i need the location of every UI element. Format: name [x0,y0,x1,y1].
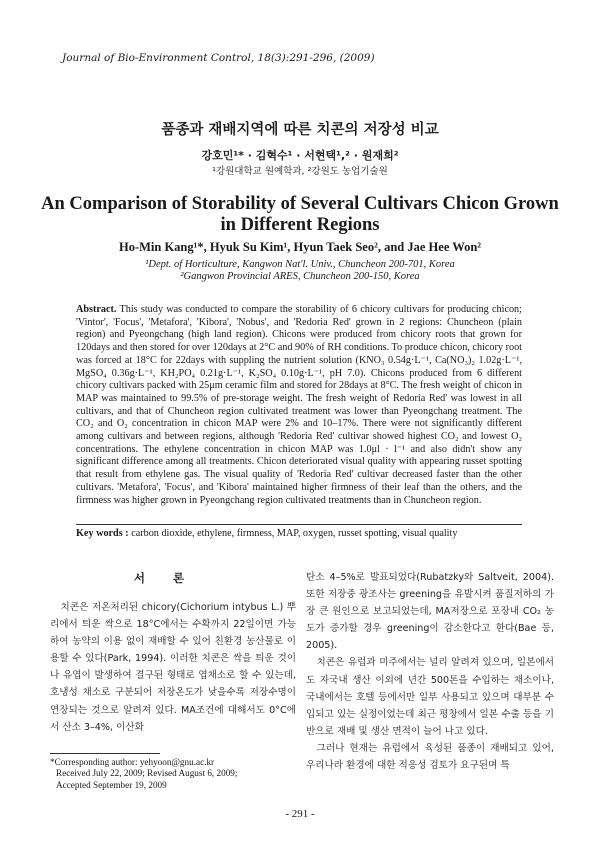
abstract-label: Abstract. [76,304,117,315]
korean-title: 품종과 재배지역에 따른 치콘의 저장성 비교 [161,122,439,138]
received-date: Received July 22, 2009; Revised August 6, 2009; [56,768,238,779]
keywords-label: Key words : [76,528,129,539]
body-paragraph: 탄소 4–5%로 발표되었다(Rubatzky와 Saltveit, 2004). 또한 저장중 광조사는 greening을 유발시켜 품질저하의 가장 큰 원인으로 보고되었는데, MA저장으로 포장내 CO₂ 농도가 증가할 경우 greening이 감소한다고 한다(Bae 등, 2005). [306,572,554,652]
english-title: An Comparison of Storability of Several Cultivars Chicon Grown in Different Regions [41,194,559,235]
page-number: - 291 - [285,808,315,820]
korean-authors: 강호민¹* · 김혁수¹ · 서현택¹,² · 원재희² [201,149,399,162]
section-heading-introduction: 서론 [133,571,213,585]
body-paragraph: 치콘은 유럽과 미주에서는 널리 알려져 있으며, 일본에서도 자국내 생산 이외에 년간 500톤을 수입하는 채소이나, 국내에서는 호텔 등에서만 일부 사용되고 있으며 대부분 수입되고 있는 실정이었는데 최근 평창에서 일본 수출 등을 기반으로 재배 및 생산 면적이 늘어 나고 있다. [306,657,554,737]
footnote [50,757,300,791]
accepted-date: Accepted September 19, 2009 [56,779,167,790]
keywords [76,528,522,539]
english-affiliation [0,259,600,283]
affiliation-1: ¹Dept. of Horticulture, Kangwon Nat'l. Univ., Chuncheon 200-701, Korea [145,259,455,270]
footnote-divider [50,753,160,754]
body-column-right [306,569,554,774]
english-authors: Ho-Min Kang¹*, Hyuk Su Kim¹, Hyun Taek Seo², and Jae Hee Won² [118,240,482,254]
corresponding-author: *Corresponding author: yehyoon@gnu.ac.kr [50,757,215,767]
keywords-divider [76,524,522,525]
journal-citation: Journal of Bio-Environment Control, 18(3):291-296, (2009) [62,52,375,64]
abstract-text: This study was conducted to compare the storability of 6 chicory cultivars for producing chicon; 'Vintor', 'Focus', 'Metafora', 'Kibora', 'Nobus', and 'Redoria Red' grown in 2 regions: Chuncheon (plain region) and Pyeongchang (high land region). Chicons were produced from chicory roots that grown for 120days and then stored for over 120days at 2°C and 90% of RH conditions. To produce chicon, chicory root was forced at 18°C for 22days with suppling the nutrient solution (KNO₃ 0.54g·L⁻¹, Ca(NO₃)₂ 1.02g·L⁻¹, MgSO₄ 0.36g·L⁻¹, KH₂PO₄ 0.21g·L⁻¹, K₂SO₄ 0.10g·L⁻¹, pH 7.0). Chicons produced from 6 different chicory cultivars packed with 25μm ceramic film and stored for 28days at 8°C. The fresh weight of chicon in MAP was maintained to 99.5% of pre-storage weight. The fresh weight of Redoria Red' was lowest in all cultivars, and that of Chuncheon region cultivated treatment was lower than Pyeongchang treatment. The CO₂ and O₂ concentration in chicon MAP were 2% and 10–17%. There were not significantly different among cultivars and between regions, although 'Redoria Red' cultivar showed highest CO₂ and lowest O₂ concentrations. The ethylene concentration in chicon MAP was 1.0μl · l⁻¹ and also didn't show any significant difference among all treatments. Chicon deteriorated visual quality with appearing russet spotting that result from ethylene gas. The visual quality of 'Redoria Red' cultivar decreased faster than the other cultivars. 'Metafora', 'Focus', and 'Kibora' maintained higher firmness of their leaf than the others, and the firmness was higher grown in Pyeongchang region cultivated treatments than in Chuncheon region. [76,304,522,506]
abstract [76,304,522,507]
affiliation-2: ²Gangwon Provincial ARES, Chuncheon 200-150, Korea [180,271,420,282]
body-column-left [50,599,296,736]
body-paragraph: 치콘은 저온처리된 chicory(Cichorium intybus L.) 뿌리에서 틔운 싹으로 18°C에서는 수확까지 22일이면 가능하여 농약의 이용 없이 재배할 수 있어 친환경 농산물로 이용할 수 있다(Park, 1994). 이러한 치콘은 싹을 틔운 것이나 유엽이 발생하여 결구된 형태로 엽채소로 할 수 있는데, 호냉성 채소로 구분되어 저장온도가 낮을수록 저장수명이 연장되는 것으로 알려져 있다. MA조건에 대해서도 0°C에서 산소 3–4%, 이산화 [50,602,296,733]
body-paragraph: 그러나 현재는 유럽에서 육성된 품종이 재배되고 있어, 우리나라 환경에 대한 적응성 검토가 요구된며 특 [306,742,554,772]
korean-affiliation: ¹강원대학교 원예학과, ²강원도 농업기술원 [212,166,388,177]
keywords-text: carbon dioxide, ethylene, firmness, MAP, oxygen, russet spotting, visual quality [131,528,458,539]
